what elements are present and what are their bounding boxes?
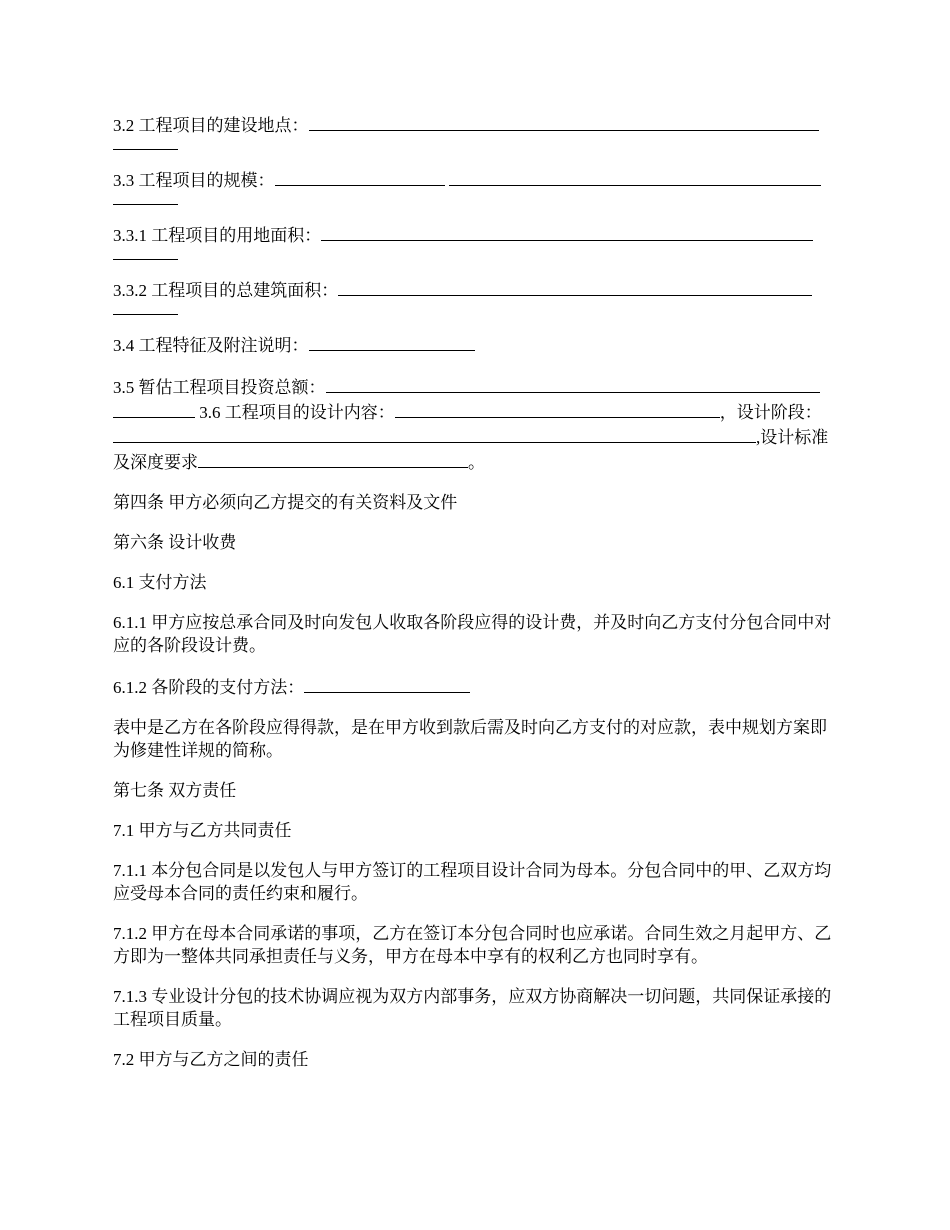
clause-3-2-label: 3.2 工程项目的建设地点： xyxy=(113,116,309,135)
section-7-1-1: 7.1.1 本分包合同是以发包人与甲方签订的工程项目设计合同为母本。分包合同中的甲、乙双方均应受母本合同的责任约束和履行。 xyxy=(113,861,832,903)
clause-3-5-3-6 xyxy=(113,374,839,474)
clause-3-4 xyxy=(113,332,839,357)
period-mark: 。 xyxy=(468,453,485,472)
clause-3-3-1-label: 3.3.1 工程项目的用地面积： xyxy=(113,226,322,245)
section-7-1: 7.1 甲方与乙方共同责任 xyxy=(113,821,292,840)
fill-blank[interactable] xyxy=(275,167,445,186)
depth-requirement-label: 及深度要求 xyxy=(113,453,198,472)
fill-blank[interactable] xyxy=(338,277,812,296)
line-3-6-depth xyxy=(113,449,839,474)
clause-3-3-1 xyxy=(113,222,839,260)
fill-blank[interactable] xyxy=(395,399,720,418)
section-6-1: 6.1 支付方法 xyxy=(113,573,207,592)
line-3-6-stage xyxy=(113,424,839,449)
clause-3-3-label: 3.3 工程项目的规模： xyxy=(113,171,275,190)
fill-blank[interactable] xyxy=(198,449,468,468)
fill-blank[interactable] xyxy=(326,374,820,393)
article-7-heading: 第七条 双方责任 xyxy=(113,781,237,800)
fill-blank[interactable] xyxy=(304,674,470,693)
section-7-1-2: 7.1.2 甲方在母本合同承诺的事项，乙方在签订本分包合同时也应承诺。合同生效之月起甲方、乙方即为一整体共同承担责任与义务，甲方在母本中享有的权利乙方也同时享有。 xyxy=(113,924,832,966)
fill-blank[interactable] xyxy=(321,222,813,241)
clause-3-5-label: 3.5 暂估工程项目投资总额： xyxy=(113,378,326,397)
section-6-1-2-label: 6.1.2 各阶段的支付方法： xyxy=(113,678,305,697)
clause-3-3 xyxy=(113,167,839,205)
clause-3-4-label: 3.4 工程特征及附注说明： xyxy=(113,336,309,355)
design-stage-label: ，设计阶段： xyxy=(719,403,822,422)
clause-3-6-label: 3.6 工程项目的设计内容： xyxy=(199,403,395,422)
section-7-1-3: 7.1.3 专业设计分包的技术协调应视为双方内部事务，应双方协商解决一切问题，共同保证承接的工程项目质量。 xyxy=(113,987,832,1029)
fill-blank[interactable] xyxy=(309,332,475,351)
fill-blank[interactable] xyxy=(449,167,821,186)
line-3-6 xyxy=(113,399,839,424)
design-standard-label: ,设计标准 xyxy=(756,428,829,447)
section-6-1-2 xyxy=(113,674,839,699)
fill-blank[interactable] xyxy=(309,112,819,131)
fill-blank[interactable] xyxy=(113,399,195,418)
clause-3-3-2 xyxy=(113,277,839,315)
clause-3-2 xyxy=(113,112,839,150)
document-page xyxy=(113,112,839,1088)
section-7-2: 7.2 甲方与乙方之间的责任 xyxy=(113,1050,309,1069)
table-note: 表中是乙方在各阶段应得得款，是在甲方收到款后需及时向乙方支付的对应款，表中规划方案即为修建性详规的简称。 xyxy=(113,718,827,760)
section-6-1-1: 6.1.1 甲方应按总承合同及时向发包人收取各阶段应得的设计费，并及时向乙方支付分包合同中对应的各阶段设计费。 xyxy=(113,613,832,655)
clause-3-3-2-label: 3.3.2 工程项目的总建筑面积： xyxy=(113,281,339,300)
article-4-heading: 第四条 甲方必须向乙方提交的有关资料及文件 xyxy=(113,493,458,512)
article-6-heading: 第六条 设计收费 xyxy=(113,533,237,552)
fill-blank[interactable] xyxy=(113,424,756,443)
line-3-5 xyxy=(113,374,839,399)
